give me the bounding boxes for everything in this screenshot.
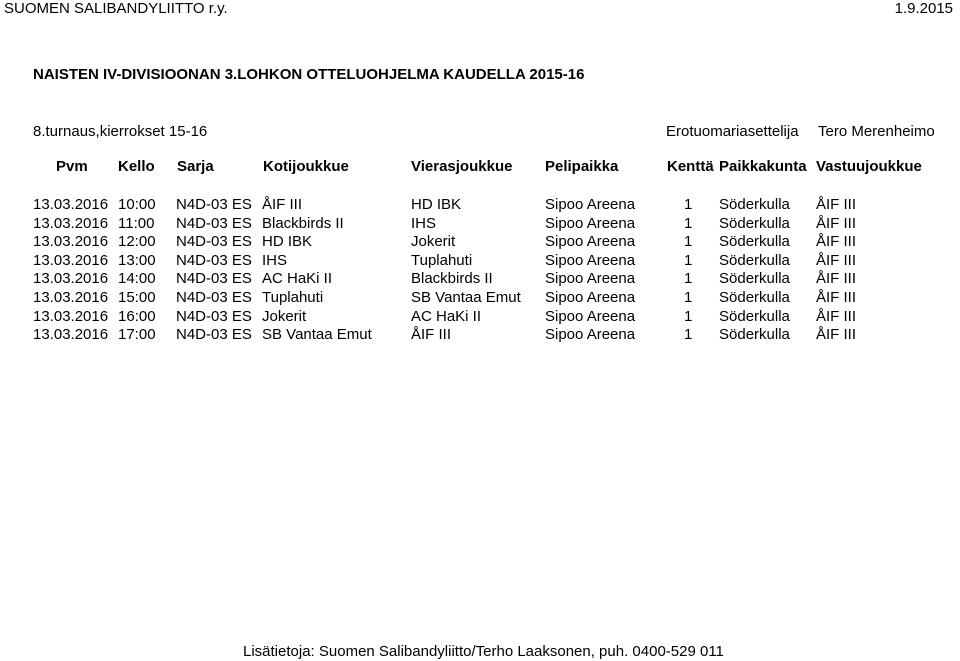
cell-city: Söderkulla bbox=[719, 233, 790, 251]
cell-away-team: SB Vantaa Emut bbox=[411, 288, 521, 306]
cell-venue: Sipoo Areena bbox=[545, 270, 636, 288]
cell-venue: Sipoo Areena bbox=[545, 214, 636, 232]
cell-home-team: SB Vantaa Emut bbox=[262, 326, 372, 344]
cell-date: 13.03.2016 bbox=[33, 214, 109, 232]
cell-date: 13.03.2016 bbox=[33, 233, 109, 251]
cell-date: 13.03.2016 bbox=[33, 251, 109, 269]
cell-time: 16:00 bbox=[118, 307, 156, 325]
page-title: NAISTEN IV-DIVISIOONAN 3.LOHKON OTTELUOHJELMA KAUDELLA 2015-16 bbox=[33, 66, 585, 83]
column-header-paikkakunta: Paikkakunta bbox=[719, 158, 807, 175]
cell-responsible-team: ÅIF III bbox=[816, 270, 857, 288]
cell-away-team: Tuplahuti bbox=[411, 251, 473, 269]
cell-series: N4D-03 ES bbox=[176, 326, 252, 344]
cell-responsible-team: ÅIF III bbox=[816, 288, 857, 306]
cell-court: 1 bbox=[684, 233, 693, 251]
referee-assigner-label: Erotuomariasettelija bbox=[666, 123, 799, 140]
cell-home-team: HD IBK bbox=[262, 233, 313, 251]
cell-responsible-team: ÅIF III bbox=[816, 233, 857, 251]
cell-date: 13.03.2016 bbox=[33, 307, 109, 325]
cell-responsible-team: ÅIF III bbox=[816, 214, 857, 232]
column-header-pelipaikka: Pelipaikka bbox=[545, 158, 619, 175]
cell-city: Söderkulla bbox=[719, 270, 790, 288]
column-header-vierasjoukkue: Vierasjoukkue bbox=[411, 158, 513, 175]
cell-court: 1 bbox=[684, 307, 693, 325]
cell-time: 11:00 bbox=[118, 214, 155, 232]
cell-home-team: AC HaKi II bbox=[262, 270, 333, 288]
cell-time: 15:00 bbox=[118, 288, 156, 306]
cell-series: N4D-03 ES bbox=[176, 196, 252, 213]
cell-city: Söderkulla bbox=[719, 251, 790, 269]
referee-assigner-name: Tero Merenheimo bbox=[818, 123, 935, 140]
cell-away-team: AC HaKi II bbox=[411, 307, 482, 325]
cell-time: 13:00 bbox=[118, 251, 156, 269]
cell-away-team: ÅIF III bbox=[411, 326, 452, 344]
cell-responsible-team: ÅIF III bbox=[816, 196, 857, 213]
cell-series: N4D-03 ES bbox=[176, 233, 252, 251]
cell-time: 17:00 bbox=[118, 326, 156, 344]
cell-city: Söderkulla bbox=[719, 196, 790, 213]
cell-away-team: Jokerit bbox=[411, 233, 456, 251]
cell-venue: Sipoo Areena bbox=[545, 307, 636, 325]
cell-date: 13.03.2016 bbox=[33, 196, 109, 213]
cell-court: 1 bbox=[684, 288, 693, 306]
cell-time: 14:00 bbox=[118, 270, 156, 288]
cell-series: N4D-03 ES bbox=[176, 214, 252, 232]
cell-series: N4D-03 ES bbox=[176, 288, 252, 306]
column-header-pvm: Pvm bbox=[56, 158, 88, 175]
organization-name: SUOMEN SALIBANDYLIITTO r.y. bbox=[4, 0, 228, 17]
cell-city: Söderkulla bbox=[719, 288, 790, 306]
column-header-vastuujoukkue: Vastuujoukkue bbox=[816, 158, 922, 175]
cell-venue: Sipoo Areena bbox=[545, 196, 636, 213]
cell-court: 1 bbox=[684, 196, 693, 213]
cell-court: 1 bbox=[684, 251, 693, 269]
cell-venue: Sipoo Areena bbox=[545, 326, 636, 344]
cell-responsible-team: ÅIF III bbox=[816, 326, 857, 344]
cell-time: 10:00 bbox=[118, 196, 156, 213]
column-header-kello: Kello bbox=[118, 158, 155, 175]
cell-court: 1 bbox=[684, 214, 693, 232]
cell-series: N4D-03 ES bbox=[176, 251, 252, 269]
column-header-sarja: Sarja bbox=[177, 158, 214, 175]
cell-series: N4D-03 ES bbox=[176, 307, 252, 325]
cell-court: 1 bbox=[684, 270, 693, 288]
cell-responsible-team: ÅIF III bbox=[816, 251, 857, 269]
cell-date: 13.03.2016 bbox=[33, 270, 109, 288]
document-date: 1.9.2015 bbox=[894, 0, 953, 17]
cell-away-team: IHS bbox=[411, 214, 437, 232]
cell-away-team: HD IBK bbox=[411, 196, 462, 213]
footer-contact-info: Lisätietoja: Suomen Salibandyliitto/Terho Laaksonen, puh. 0400-529 011 bbox=[243, 643, 724, 660]
cell-home-team: IHS bbox=[262, 251, 288, 269]
cell-series: N4D-03 ES bbox=[176, 270, 252, 288]
cell-home-team: Jokerit bbox=[262, 307, 307, 325]
cell-date: 13.03.2016 bbox=[33, 326, 109, 344]
column-header-kentta: Kenttä bbox=[667, 158, 714, 175]
cell-venue: Sipoo Areena bbox=[545, 288, 636, 306]
cell-responsible-team: ÅIF III bbox=[816, 307, 857, 325]
cell-home-team: Blackbirds II bbox=[262, 214, 344, 232]
cell-city: Söderkulla bbox=[719, 307, 790, 325]
cell-time: 12:00 bbox=[118, 233, 156, 251]
cell-home-team: ÅIF III bbox=[262, 196, 303, 213]
column-header-kotijoukkue: Kotijoukkue bbox=[263, 158, 349, 175]
cell-date: 13.03.2016 bbox=[33, 288, 109, 306]
cell-city: Söderkulla bbox=[719, 326, 790, 344]
cell-away-team: Blackbirds II bbox=[411, 270, 493, 288]
round-label: 8.turnaus,kierrokset 15-16 bbox=[33, 123, 208, 140]
cell-home-team: Tuplahuti bbox=[262, 288, 324, 306]
cell-venue: Sipoo Areena bbox=[545, 233, 636, 251]
cell-venue: Sipoo Areena bbox=[545, 251, 636, 269]
cell-city: Söderkulla bbox=[719, 214, 790, 232]
cell-court: 1 bbox=[684, 326, 693, 344]
